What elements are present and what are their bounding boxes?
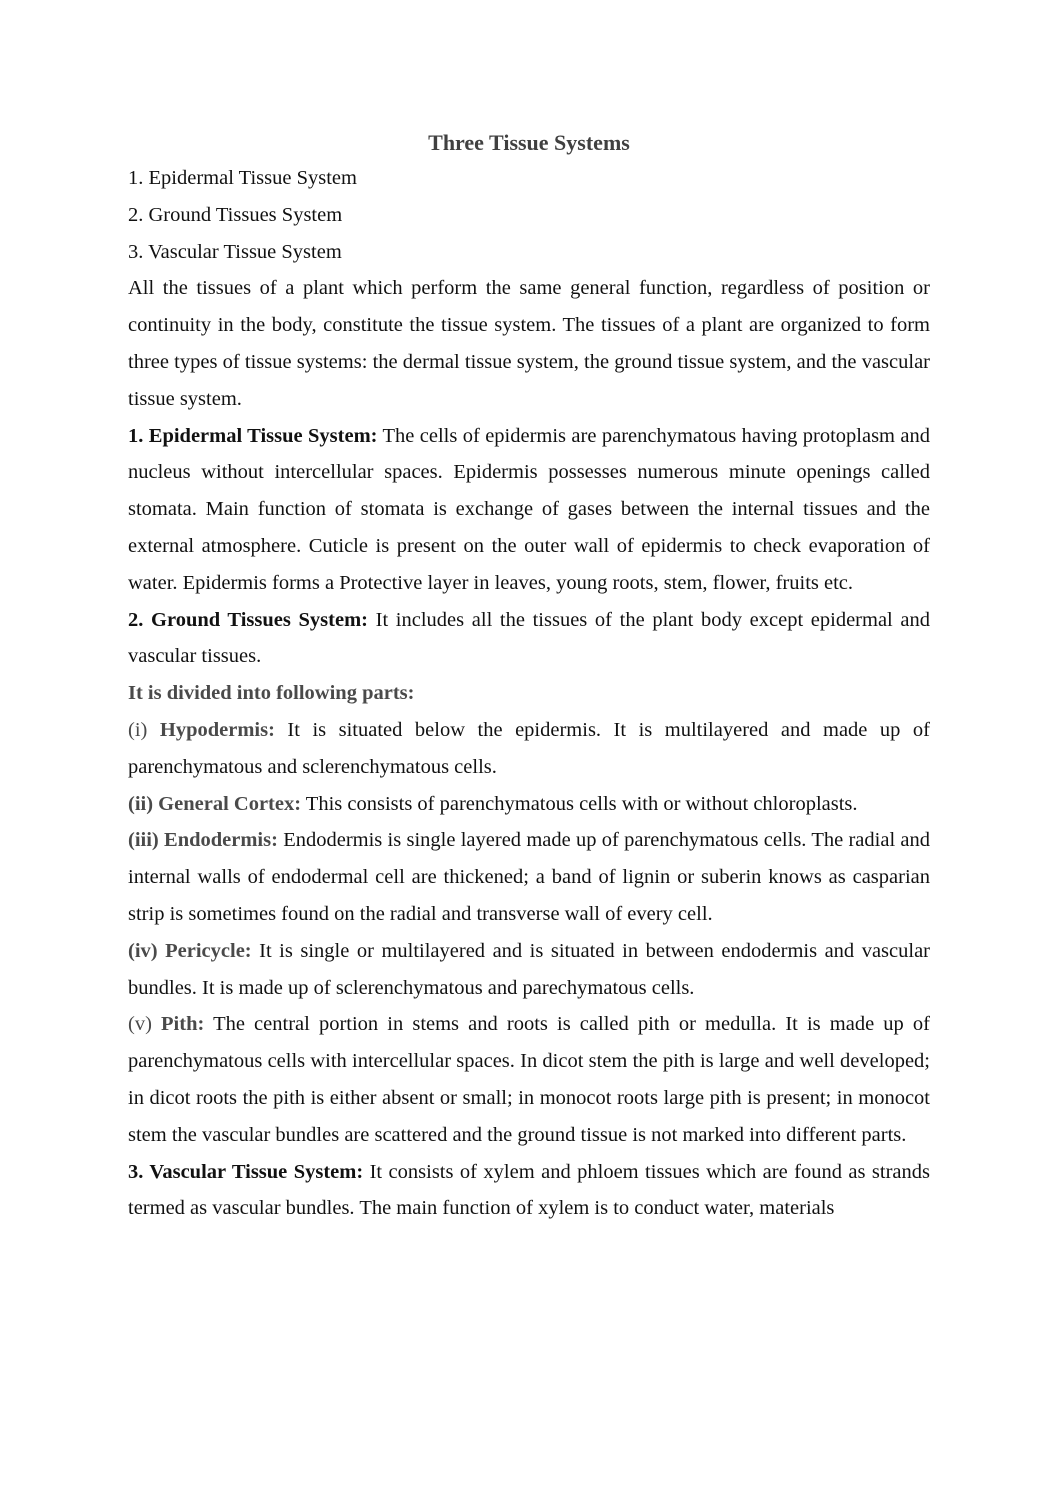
ground-section (128, 602, 930, 676)
part-name: Pith: (161, 1013, 205, 1036)
part-name: Hypodermis: (159, 718, 275, 741)
part-name: Endodermis: (164, 829, 278, 852)
part-number: (ii) (128, 792, 154, 815)
ground-text: It includes all the tissues of the plant body except epidermal and vascular tissues. (128, 608, 930, 668)
part-text: Endodermis is single layered made up of parenchymatous cells. The radial and internal walls of endodermal cell are thickened; a band of lignin or suberin knows as casparian strip is sometimes found on the radial and transverse wall of every cell. (128, 829, 931, 925)
part-text: The central portion in stems and roots is called pith or medulla. It is made up of parenchymatous cells with intercellular spaces. In dicot stem the pith is large and well developed; in dicot roots the pith is either absent or small; in monocot roots large pith is present; in monocot stem the vascular bundles are scattered and the ground tissue is not marked into different parts. (128, 1013, 930, 1146)
part-number: (iii) (128, 829, 159, 852)
part-name: General Cortex: (158, 792, 302, 815)
epidermal-heading: 1. Epidermal Tissue System: (128, 424, 378, 447)
ground-part-pericycle (128, 933, 930, 1007)
part-number: (v) (128, 1013, 152, 1036)
part-text: It is single or multilayered and is situated in between endodermis and vascular bundles. It is made up of sclerenchymatous and parechymatous cells. (128, 939, 930, 999)
ground-heading: 2. Ground Tissues System: (128, 608, 368, 631)
page-title: Three Tissue Systems (428, 130, 630, 155)
vascular-text: It consists of xylem and phloem tissues which are found as strands termed as vascular bundles. The main function of xylem is to conduct water, materials (128, 1160, 930, 1220)
ground-part-hypodermis (128, 712, 930, 786)
epidermal-section (128, 418, 930, 602)
list-item-epidermal: 1. Epidermal Tissue System (128, 167, 357, 189)
list-item-ground: 2. Ground Tissues System (128, 203, 343, 226)
document-page (128, 124, 930, 1227)
part-text: This consists of parenchymatous cells with or without chloroplasts. (301, 792, 858, 815)
intro-paragraph: All the tissues of a plant which perform the same general function, regardless of position or continuity in the body, constitute the tissue system. The tissues of a plant are organized to form three types of tissue systems: the dermal tissue system, the ground tissue system, and the vascular tissue system. (128, 277, 930, 410)
part-text: It is situated below the epidermis. It is multilayered and made up of parenchymatous and sclerenchymatous cells. (128, 718, 930, 778)
epidermal-text: The cells of epidermis are parenchymatous having protoplasm and nucleus without intercellular spaces. Epidermis possesses numerous minute openings called stomata. Main function of stomata is exchange of gases between the internal tissues and the external atmosphere. Cuticle is present on the outer wall of epidermis to check evaporation of water. Epidermis forms a Protective layer in leaves, young roots, stem, flower, fruits etc. (128, 424, 930, 594)
vascular-heading: 3. Vascular Tissue System: (128, 1160, 364, 1183)
list-item-vascular: 3. Vascular Tissue System (128, 240, 342, 263)
ground-part-endodermis (128, 822, 930, 932)
part-number: (iv) (128, 939, 158, 962)
part-name: Pericycle: (165, 939, 252, 962)
part-number: (i) (128, 718, 148, 741)
ground-part-general-cortex (128, 786, 930, 823)
ground-part-pith (128, 1006, 930, 1153)
vascular-section (128, 1154, 930, 1228)
ground-parts-intro: It is divided into following parts: (128, 682, 415, 705)
